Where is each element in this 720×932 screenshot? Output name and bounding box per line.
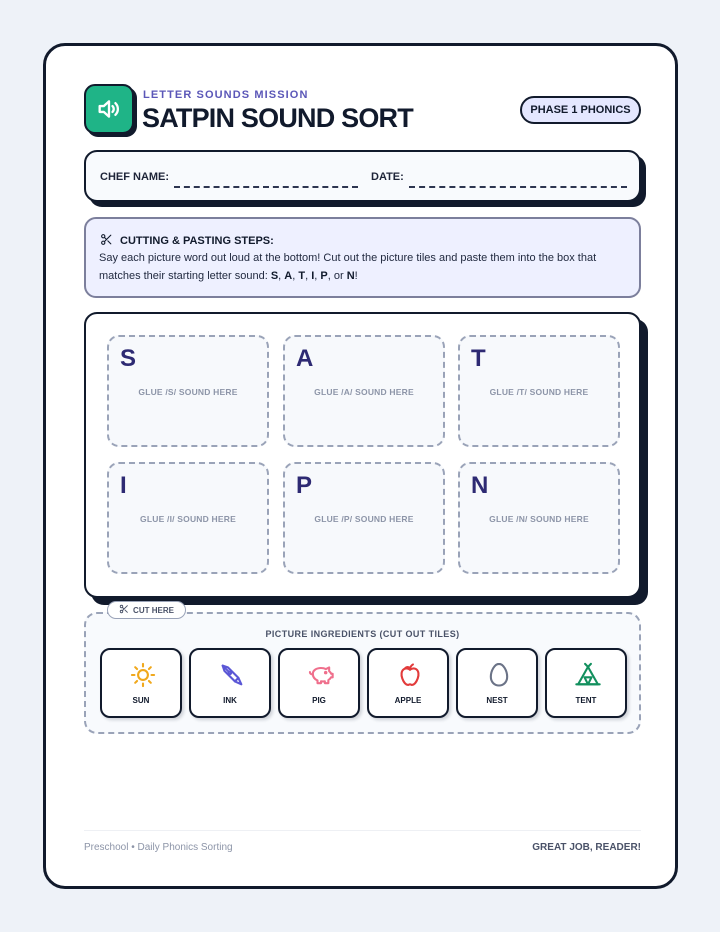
glue-slot-p[interactable] xyxy=(283,462,445,574)
slot-letter: I xyxy=(120,472,127,499)
glue-slot-t[interactable] xyxy=(458,335,620,447)
slot-hint: GLUE /N/ SOUND HERE xyxy=(489,514,589,524)
glue-slot-i[interactable] xyxy=(107,462,269,574)
cut-here-tag xyxy=(107,601,186,619)
slot-letter: P xyxy=(296,472,313,499)
slot-hint: GLUE /P/ SOUND HERE xyxy=(314,514,414,524)
date-write-line[interactable] xyxy=(409,186,627,188)
picture-tile-ink[interactable] xyxy=(189,648,271,718)
letter-i: I xyxy=(311,269,315,282)
glue-slot-s[interactable] xyxy=(107,335,269,447)
header-subtitle: LETTER SOUNDS MISSION xyxy=(143,89,309,101)
letter-t: T xyxy=(298,269,306,282)
picture-tile-sun[interactable] xyxy=(100,648,182,718)
tile-label: SUN xyxy=(132,696,150,705)
tile-label: NEST xyxy=(486,696,508,705)
tent-icon xyxy=(574,661,602,689)
worksheet xyxy=(43,43,678,889)
instructions-box xyxy=(84,217,641,298)
slot-letter: T xyxy=(471,345,486,372)
tile-label: TENT xyxy=(575,696,597,705)
slot-letter: A xyxy=(296,345,314,372)
footer xyxy=(84,830,641,862)
letter-n: N xyxy=(346,269,355,282)
tile-label: APPLE xyxy=(394,696,422,705)
picture-tile-tent[interactable] xyxy=(545,648,627,718)
apple-icon xyxy=(396,661,424,689)
letter-a: A xyxy=(284,269,293,282)
picture-tile-apple[interactable] xyxy=(367,648,449,718)
instructions-heading: CUTTING & PASTING STEPS: xyxy=(120,235,274,247)
name-label: CHEF NAME: xyxy=(100,171,170,183)
ingredients-tray xyxy=(84,612,641,734)
cut-here-label: CUT HERE xyxy=(133,605,174,615)
date-label: DATE: xyxy=(371,171,404,183)
slot-letter: S xyxy=(120,345,137,372)
slot-hint: GLUE /S/ SOUND HERE xyxy=(138,387,238,397)
speaker-icon xyxy=(84,84,134,134)
name-write-line[interactable] xyxy=(174,186,358,188)
glue-slot-a[interactable] xyxy=(283,335,445,447)
sun-icon xyxy=(129,661,157,689)
page-title: SATPIN SOUND SORT xyxy=(142,103,413,133)
scissors-icon xyxy=(119,604,129,616)
glue-slot-n[interactable] xyxy=(458,462,620,574)
instructions-text: Say each picture word out loud at the bottom! Cut out the picture tiles and paste them into the box that matches their starting letter sound: S, A, T, I, P, or N! xyxy=(99,252,597,282)
tile-label: PIG xyxy=(312,696,326,705)
letter-s: S xyxy=(270,269,279,282)
piggy-bank-icon xyxy=(307,661,335,689)
egg-icon xyxy=(485,661,513,689)
footer-cheer: GREAT JOB, READER! xyxy=(532,842,641,853)
scissors-icon xyxy=(100,233,113,249)
tray-title: PICTURE INGREDIENTS (CUT OUT TILES) xyxy=(265,629,460,639)
name-date-box xyxy=(84,150,641,202)
picture-tile-pig[interactable] xyxy=(278,648,360,718)
pen-nib-icon xyxy=(218,661,246,689)
tile-label: INK xyxy=(223,696,237,705)
sort-board xyxy=(84,312,641,598)
slot-hint: GLUE /T/ SOUND HERE xyxy=(489,387,589,397)
picture-tile-nest[interactable] xyxy=(456,648,538,718)
slot-letter: N xyxy=(471,472,489,499)
slot-hint: GLUE /I/ SOUND HERE xyxy=(140,514,236,524)
phase-badge: PHASE 1 PHONICS xyxy=(520,96,641,124)
letter-p: P xyxy=(320,269,328,282)
footer-caption: Preschool • Daily Phonics Sorting xyxy=(84,842,233,853)
slot-hint: GLUE /A/ SOUND HERE xyxy=(314,387,414,397)
